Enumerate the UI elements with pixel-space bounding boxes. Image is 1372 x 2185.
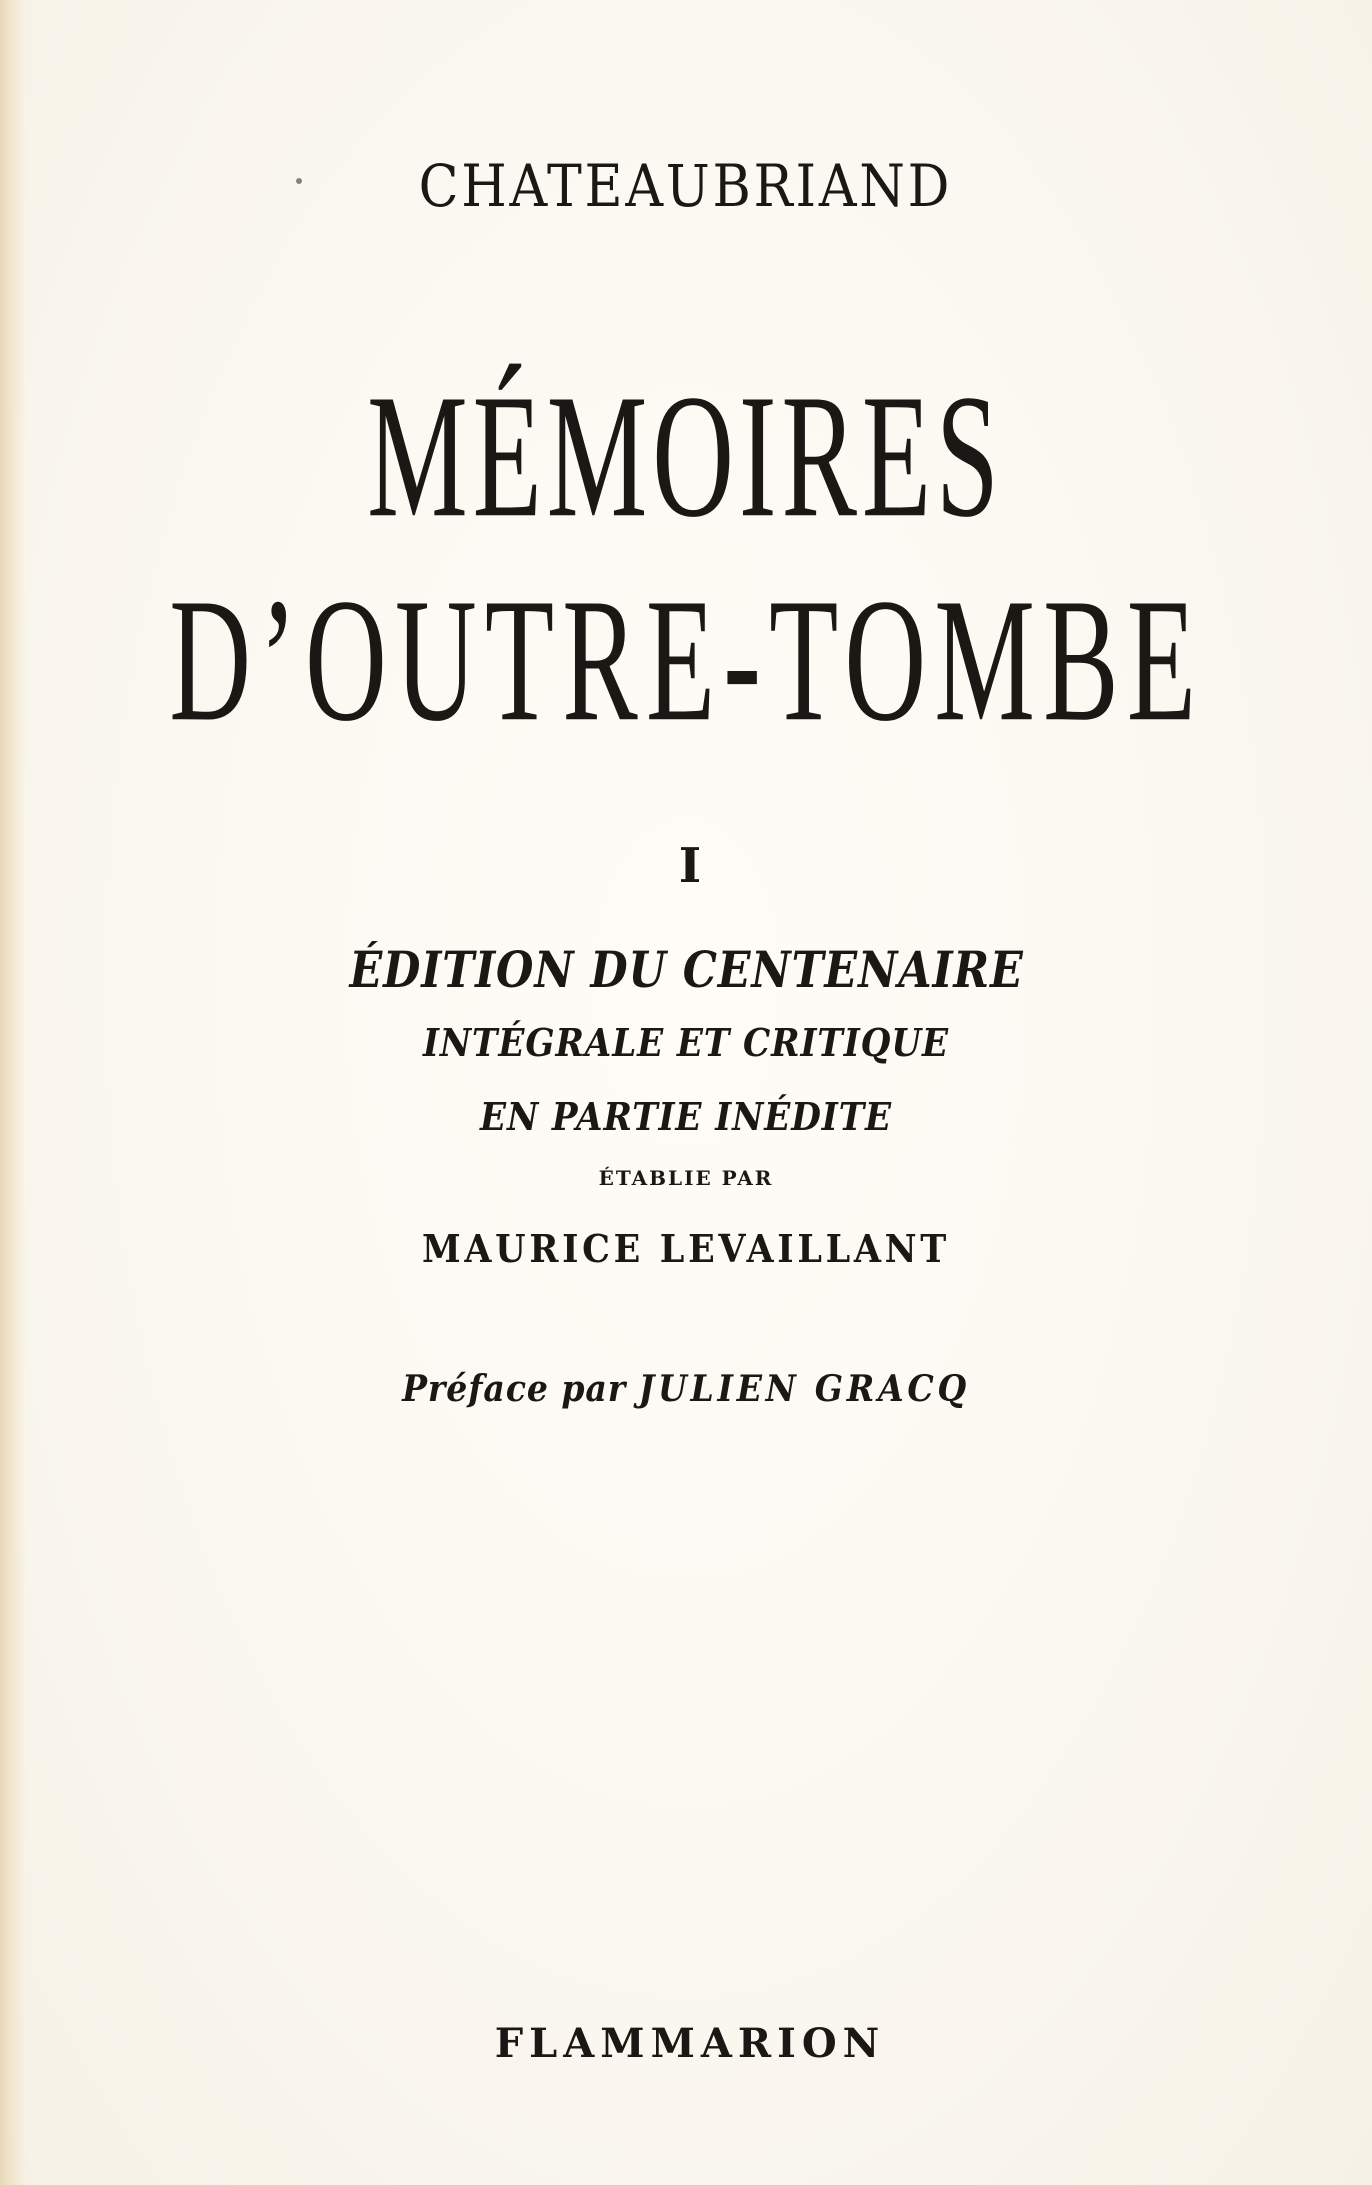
preface-credit <box>55 1368 1317 1410</box>
preface-author: JULIEN GRACQ <box>638 1368 970 1410</box>
edition-subtitle-unpublished: EN PARTIE INÉDITE <box>479 1094 893 1139</box>
author-name: CHATEAUBRIAND <box>418 152 953 220</box>
edition-title: ÉDITION DU CENTENAIRE <box>349 940 1024 999</box>
title-line-2: D’OUTRE-TOMBE <box>169 561 1205 758</box>
preface-label: Préface par <box>402 1368 627 1410</box>
established-by-label: ÉTABLIE PAR <box>598 1166 774 1190</box>
publisher-name: FLAMMARION <box>494 2020 886 2067</box>
edition-subtitle-integral: INTÉGRALE ET CRITIQUE <box>422 1020 950 1065</box>
volume-number: I <box>678 838 702 894</box>
editor-name: MAURICE LEVAILLANT <box>422 1226 950 1271</box>
title-line-1: MÉMOIRES <box>367 357 1004 554</box>
